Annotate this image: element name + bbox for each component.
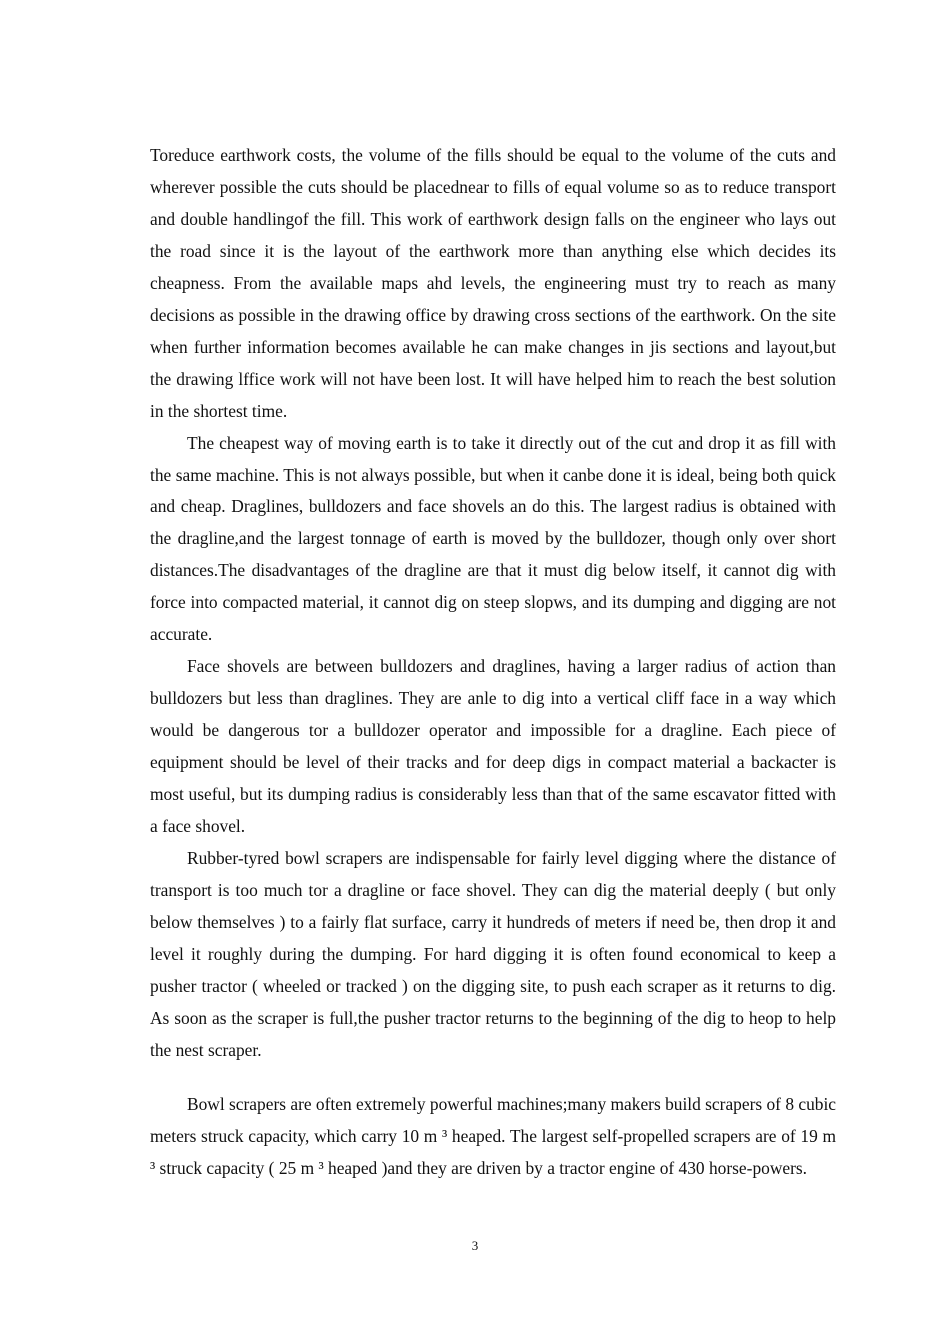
paragraph-earthwork-costs: Toreduce earthwork costs, the volume of the fills should be equal to the volume of the cuts and wherever possible the cuts should be placednear to fills of equal volume so as to reduce transport and double handlingof the fill. This work of earthwork design falls on the engineer who lays out the road since it is the layout of the earthwork more than anything else which decides its cheapness. From the available maps ahd levels, the engineering must try to reach as many decisions as possible in the drawing office by drawing cross sections of the earthwork. On the site when further information becomes available he can make changes in jis sections and layout,but the drawing lffice work will not have been lost. It will have helped him to reach the best solution in the shortest time. [150,145,836,421]
paragraph-bowl-scrapers-capacity: Bowl scrapers are often extremely powerful machines;many makers build scrapers of 8 cubic meters struck capacity, which carry 10 m ³ heaped. The largest self-propelled scrapers are of 19 m ³ struck capacity ( 25 m ³ heaped )and they are driven by a tractor engine of 430 horse-powers. [150,1093,837,1178]
page-body [150,140,836,1185]
paragraph-bowl-scrapers-digging: Rubber-tyred bowl scrapers are indispensable for fairly level digging where the distance of transport is too much tor a dragline or face shovel. They can dig the material deeply ( but only below themselves ) to a fairly flat surface, carry it hundreds of meters if need be, then drop it and level it roughly during the dumping. For hard digging it is often found economical to keep a pusher tractor ( wheeled or tracked ) on the digging site, to push each scraper as it returns to dig. As soon as the scraper is full,the pusher tractor returns to the beginning of the dig to heop to help the nest scraper. [150,847,836,1060]
paragraph-cheapest-way: The cheapest way of moving earth is to take it directly out of the cut and drop it as fill with the same machine. This is not always possible, but when it canbe done it is ideal, being both quick and cheap. Draglines, bulldozers and face shovels an do this. The largest radius is obtained with the dragline,and the largest tonnage of earth is moved by the bulldozer, though only over short distances.The disadvantages of the dragline are that it must dig below itself, it cannot dig with force into compacted material, it cannot dig on steep slopws, and its dumping and digging are not accurate. [150,432,836,645]
paragraph-face-shovels: Face shovels are between bulldozers and draglines, having a larger radius of action than bulldozers but less than draglines. They are anle to dig into a vertical cliff face in a way which would be dangerous tor a bulldozer operator and impossible for a dragline. Each piece of equipment should be level of their tracks and for deep digs in compact material a backacter is most useful, but its dumping radius is considerably less than that of the same escavator fitted with a face shovel. [150,656,836,837]
page-number: 3 [471,1238,479,1253]
